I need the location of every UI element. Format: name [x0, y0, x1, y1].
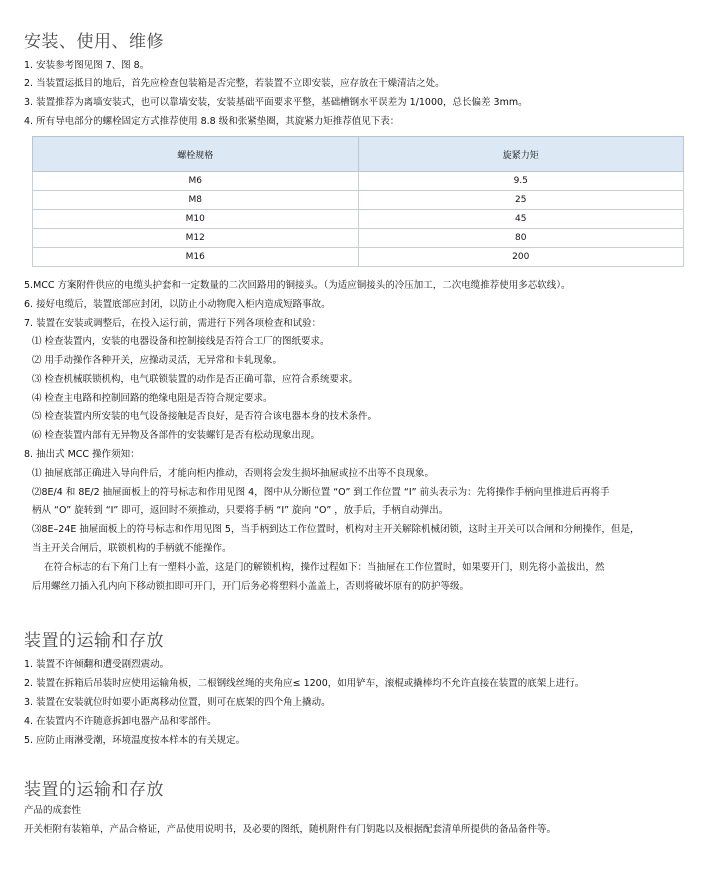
table-row: [33, 210, 684, 229]
mcc-door-note-cont: 后用螺丝刀插入孔内向下移动锁扣即可开门，开门后务必将塑料小盖盖上，否则将破坏原有的防护等级。: [32, 581, 470, 592]
transport-item-5: 5. 应防止雨淋受潮，环境温度按本样本的有关规定。: [24, 735, 246, 746]
check-item-4: ⑷ 检查主电路和控制回路的绝缘电阻是否符合规定要求。: [32, 393, 273, 404]
mcc-note-3: ⑶8E–24E 抽屉面板上的符号标志和作用见图 5，当手柄到达工作位置时，机构对主开关解除机械闭锁，这时主开关可以合闸和分闸操作，但是，: [32, 524, 640, 535]
check-item-2: ⑵ 用手动操作各种开关，应操动灵活，无异常和卡轧现象。: [32, 355, 283, 366]
table-row: [33, 191, 684, 210]
mcc-note-2: ⑵8E/4 和 8E/2 抽屉面板上的符号标志和作用见图 4，图中从分断位置 “O” 到工作位置 “I” 前头表示为：先将操作手柄向里推进后再将手: [32, 487, 610, 498]
mcc-door-note: 在符合标志的右下角门上有一塑料小盖，这是门的解锁机构，操作过程如下：当抽屉在工作位置时，如果要开门，则先将小盖拔出，然: [44, 562, 605, 573]
completeness-text: 开关柜附有装箱单，产品合格证，产品使用说明书，及必要的图纸，随机附件有门钥匙以及根据配套清单所提供的备品备件等。: [24, 824, 557, 835]
mcc-note-1: ⑴ 抽屉底部正确进入导向件后，才能向柜内推动，否则将会发生损坏抽屉或拉不出等不良现象。: [32, 468, 435, 479]
table-cell-bolt: M8: [33, 191, 359, 210]
table-cell-torque: 200: [358, 248, 684, 267]
check-item-5: ⑸ 检查装置内所安装的电气设备接触是否良好，是否符合该电器本身的技术条件。: [32, 411, 378, 422]
check-item-1: ⑴ 检查装置内，安装的电器设备和控制接线是否符合工厂的图纸要求。: [32, 336, 330, 347]
table-row: [33, 248, 684, 267]
mcc-note-3-cont: 当主开关合闸后，联锁机构的手柄就不能操作。: [32, 543, 232, 554]
install-item-4: 4. 所有导电部分的螺栓固定方式推荐使用 8.8 级和张紧垫圈，其旋紧力矩推荐值见下表：: [24, 116, 400, 127]
section-title-completeness: 装置的运输和存放: [24, 780, 164, 800]
install-item-2: 2. 当装置运抵目的地后，首先应检查包装箱是否完整，若装置不立即安装，应存放在干燥清洁之处。: [24, 78, 445, 89]
table-cell-torque: 9.5: [358, 172, 684, 191]
completeness-subtitle: 产品的成套性: [24, 805, 82, 816]
table-cell-bolt: M6: [33, 172, 359, 191]
table-cell-torque: 80: [358, 229, 684, 248]
check-item-3: ⑶ 检查机械联锁机构，电气联锁装置的动作是否正确可靠，应符合系统要求。: [32, 374, 359, 385]
table-cell-bolt: M10: [33, 210, 359, 229]
table-cell-torque: 25: [358, 191, 684, 210]
install-item-8: 8. 抽出式 MCC 操作须知：: [24, 449, 140, 460]
transport-item-4: 4. 在装置内不许随意拆卸电器产品和零部件。: [24, 716, 217, 727]
check-item-6: ⑹ 检查装置内部有无异物及各部件的安装螺钉是否有松动现象出现。: [32, 430, 321, 441]
torque-table: [32, 136, 684, 267]
table-row: [33, 172, 684, 191]
transport-item-1: 1. 装置不许倾翻和遭受剧烈震动。: [24, 659, 170, 670]
install-item-6: 6. 接好电缆后，装置底部应封闭，以防止小动物爬入柜内造成短路事故。: [24, 299, 331, 310]
section-title-install: 安装、使用、维修: [24, 32, 164, 52]
table-cell-bolt: M16: [33, 248, 359, 267]
install-item-7: 7. 装置在安装或调整后，在投入运行前，需进行下列各项检查和试验：: [24, 318, 322, 329]
install-item-1: 1. 安装参考图见图 7、图 8。: [24, 60, 150, 71]
install-item-5: 5.MCC 方案附件供应的电缆头护套和一定数量的二次回路用的铜接头。（为适应铜接头的冷压加工，二次电缆推荐使用多芯软线）。: [24, 280, 571, 291]
table-cell-torque: 45: [358, 210, 684, 229]
install-item-3: 3. 装置推荐为离墙安装式，也可以靠墙安装，安装基础平面要求平整，基础槽钢水平误差为 1/1000，总长偏差 3mm。: [24, 97, 528, 108]
table-header-torque: 旋紧力矩: [358, 137, 684, 172]
table-header-row: [33, 137, 684, 172]
table-header-bolt: 螺栓规格: [33, 137, 359, 172]
section-title-transport: 装置的运输和存放: [24, 631, 164, 651]
transport-item-2: 2. 装置在拆箱后吊装时应使用运输角板，二根钢线丝绳的夹角应≤ 1200，如用铲车，滚棍或撬棒均不允许直接在装置的底架上进行。: [24, 678, 585, 689]
table-row: [33, 229, 684, 248]
table-cell-bolt: M12: [33, 229, 359, 248]
transport-item-3: 3. 装置在安装就位时如要小距离移动位置，则可在底架的四个角上撬动。: [24, 697, 331, 708]
mcc-note-2-cont: 柄从 “O” 旋转到 “I” 即可，返回时不须推动，只要将手柄 “I” 旋向 “O” ，放手后，手柄自动弹出。: [32, 505, 449, 516]
